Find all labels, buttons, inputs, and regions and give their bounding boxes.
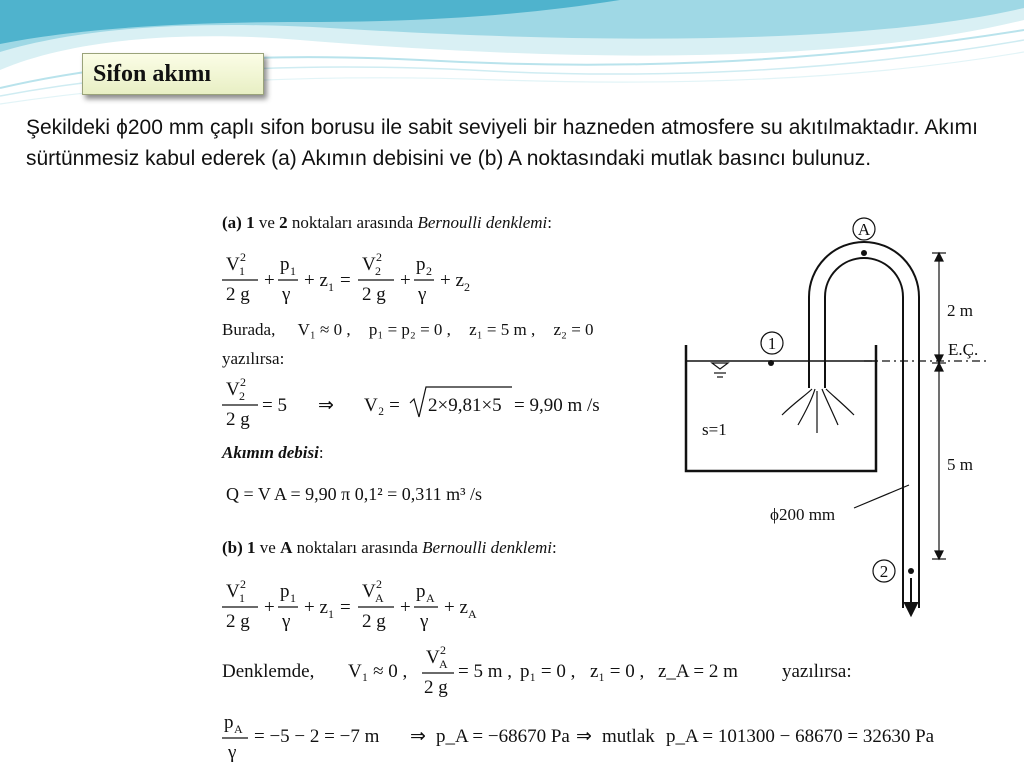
cond-z1: z₁ = 5 m , (469, 320, 536, 339)
cond-v1-b: V₁ ≈ 0 , (348, 661, 408, 682)
v2-result: = 9,90 m /s (514, 395, 600, 416)
svg-text:2 g: 2 g (226, 611, 250, 632)
svg-text:+ z: + z (440, 270, 464, 291)
cond-v1: V₁ ≈ 0 , (297, 320, 351, 339)
svg-text:+: + (264, 270, 275, 291)
svg-text:+ z: + z (304, 597, 328, 618)
implies-arrow-1: ⇒ (410, 726, 426, 747)
svg-text:+: + (264, 597, 275, 618)
svg-text:V: V (426, 647, 440, 668)
dim-5m-label: 5 m (947, 455, 973, 474)
slide-title: Sifon akımı (82, 53, 264, 95)
point-2-marker (908, 568, 914, 574)
diameter-leader (854, 485, 909, 508)
svg-text:1: 1 (239, 264, 245, 278)
svg-text:V: V (226, 581, 240, 602)
svg-text:2 g: 2 g (362, 284, 386, 305)
siphon-diagram (214, 203, 1000, 768)
point-A-marker (861, 250, 867, 256)
implies-arrow-2: ⇒ (576, 726, 592, 747)
specific-gravity-label: s=1 (702, 420, 727, 439)
absolute-pressure: p_A = 101300 − 68670 = 32630 Pa (666, 726, 935, 747)
energy-line-label: E.Ç. (948, 340, 979, 359)
mutlak-label: mutlak (602, 726, 655, 747)
svg-text:γ: γ (282, 284, 291, 305)
svg-text:2: 2 (376, 250, 382, 264)
yazilirsa-b: yazılırsa: (782, 661, 852, 682)
svg-text:γ: γ (420, 611, 429, 632)
cond-z2: z₂ = 0 (553, 320, 594, 339)
outflow-arrow (905, 578, 917, 615)
heading-text: noktaları arasında (287, 213, 418, 232)
svg-text:1: 1 (328, 280, 334, 294)
cond-va: = 5 m , (458, 661, 512, 682)
svg-text:V: V (226, 254, 240, 275)
svg-text:p: p (416, 581, 426, 602)
point-a-ref: A (280, 538, 293, 557)
part-a-label: (a) (222, 213, 247, 232)
svg-text:1: 1 (239, 591, 245, 605)
svg-text:+: + (400, 270, 411, 291)
cond-z1-b: z₁ = 0 , (590, 661, 645, 682)
svg-text:p: p (280, 581, 290, 602)
heading-text-b: noktaları arasında (292, 538, 423, 557)
svg-text:A: A (468, 607, 477, 621)
cond-pressures: p₁ = p₂ = 0 , (368, 320, 451, 339)
problem-statement: Şekildeki ϕ200 mm çaplı sifon borusu ile sabit seviyeli bir hazneden atmosfere su akıtılmaktadır. Akımı sürtünmesiz kabul ederek (a) Akımın debisini ve (b) A noktasındaki mutlak basıncı bulunuz. (26, 116, 978, 170)
eq2-rhs: = 5 (262, 395, 287, 416)
svg-text:p: p (224, 712, 234, 733)
svg-text:V: V (226, 379, 240, 400)
point-1-marker (768, 360, 774, 366)
svg-text:V: V (362, 254, 376, 275)
point-1-ref: 1 (246, 213, 255, 232)
point-A-label: A (857, 220, 871, 239)
burada-label: Burada, (222, 320, 276, 339)
svg-text:+ z: + z (444, 597, 468, 618)
svg-text:2 g: 2 g (362, 611, 386, 632)
svg-text:p: p (416, 254, 426, 275)
pipe-diameter-label: ϕ200 mm (770, 505, 836, 524)
debi-colon: : (318, 443, 324, 462)
sqrt-content: 2×9,81×5 (428, 395, 502, 416)
svg-text:2: 2 (240, 577, 246, 591)
svg-text:A: A (426, 591, 435, 605)
svg-text:2 g: 2 g (424, 677, 448, 698)
svg-text:2 g: 2 g (226, 409, 250, 430)
cond-za: z_A = 2 m (658, 661, 738, 682)
svg-text:2: 2 (375, 264, 381, 278)
svg-text:2 g: 2 g (226, 284, 250, 305)
svg-text:2: 2 (240, 375, 246, 389)
inflow-arrows (782, 389, 854, 433)
water-level-symbol (712, 363, 728, 377)
dimension-lines (932, 253, 946, 559)
denklemde-label: Denklemde, (222, 661, 315, 682)
heading-connector-b: ve (255, 538, 281, 557)
debi-label: Akımın debisi (222, 443, 319, 462)
svg-text:p: p (280, 254, 290, 275)
final-rhs: = −5 − 2 = −7 m (254, 726, 380, 747)
point-2-label: 2 (879, 562, 889, 581)
bernoulli-label: Bernoulli denklemi (417, 213, 548, 232)
svg-text:γ: γ (418, 284, 427, 305)
svg-text:1: 1 (290, 264, 296, 278)
svg-text:γ: γ (282, 611, 291, 632)
svg-text:A: A (234, 722, 243, 736)
point-1-ref-b: 1 (247, 538, 256, 557)
heading-connector: ve (254, 213, 280, 232)
svg-text:A: A (375, 591, 384, 605)
svg-text:1: 1 (328, 607, 334, 621)
siphon-pipe (809, 242, 919, 608)
v2-symbol: V₂ = (364, 395, 400, 416)
svg-text:+ z: + z (304, 270, 328, 291)
cond-p1-b: p₁ = 0 , (520, 661, 576, 682)
svg-text:=: = (340, 597, 351, 618)
svg-text:γ: γ (228, 742, 237, 763)
svg-text:2: 2 (464, 280, 470, 294)
implies-arrow: ⇒ (318, 395, 334, 416)
gauge-pressure: p_A = −68670 Pa (436, 726, 570, 747)
svg-text:V: V (362, 581, 376, 602)
part-b-label: (b) (222, 538, 248, 557)
discharge-equation: Q = V A = 9,90 π 0,1² = 0,311 m³ /s (226, 484, 483, 504)
dim-2m-label: 2 m (947, 301, 973, 320)
svg-text:1: 1 (290, 591, 296, 605)
svg-text:2: 2 (240, 250, 246, 264)
svg-text:2: 2 (440, 643, 446, 657)
point-2-ref: 2 (279, 213, 288, 232)
heading-colon: : (547, 213, 552, 232)
svg-text:2: 2 (376, 577, 382, 591)
yazilirsa-a: yazılırsa: (222, 349, 285, 368)
solution-panel (214, 203, 1000, 768)
svg-text:2: 2 (426, 264, 432, 278)
heading-colon-b: : (552, 538, 557, 557)
svg-text:2: 2 (239, 389, 245, 403)
svg-text:A: A (439, 657, 448, 671)
point-1-label: 1 (767, 334, 777, 353)
bernoulli-label-b: Bernoulli denklemi (422, 538, 552, 557)
svg-text:=: = (340, 270, 351, 291)
svg-text:+: + (400, 597, 411, 618)
